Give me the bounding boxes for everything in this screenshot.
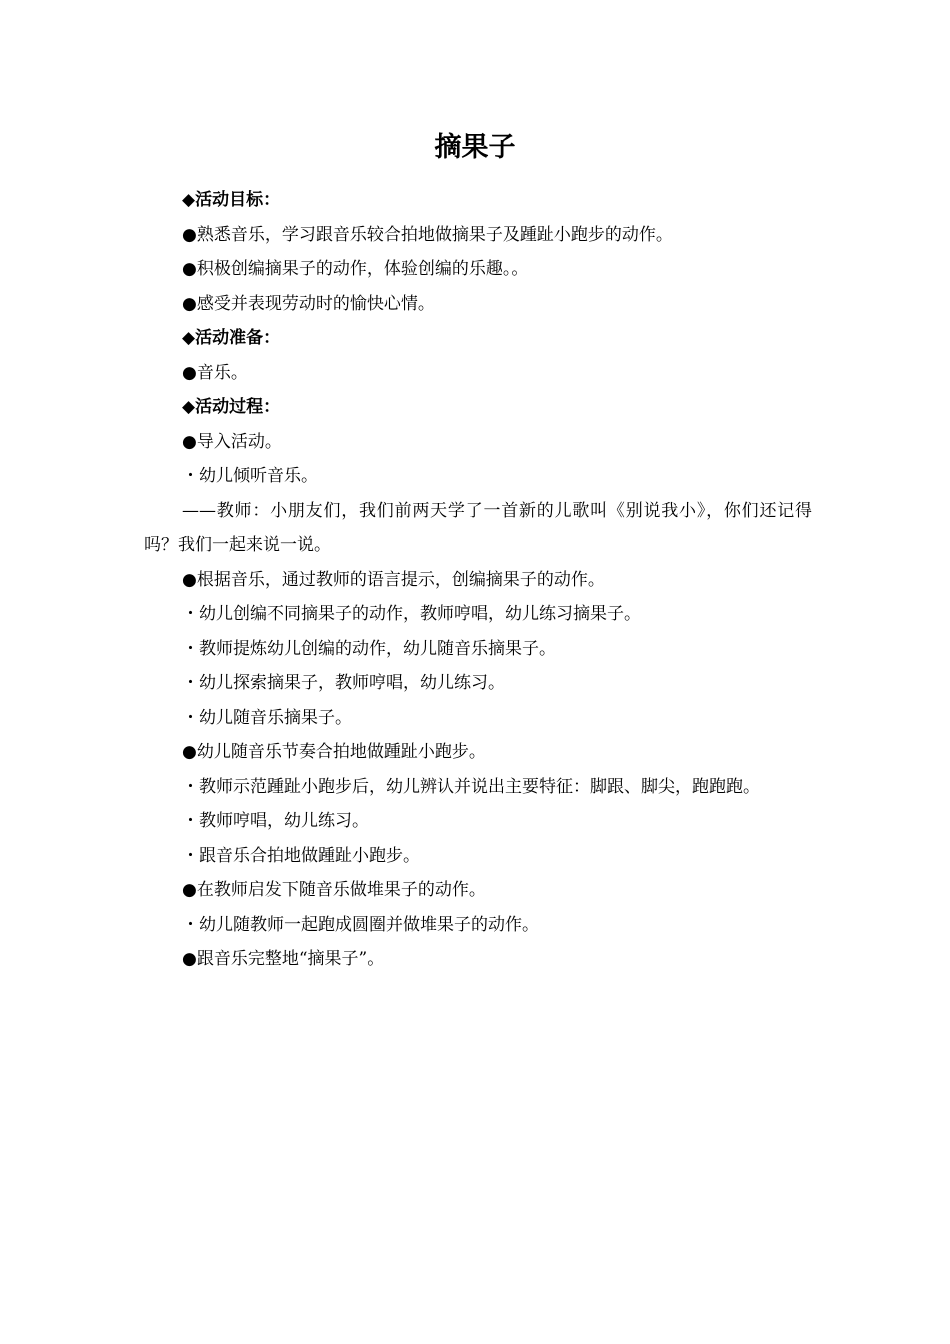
section-heading-goals: ◆活动目标： <box>182 190 281 210</box>
document-title: 摘果子 <box>434 132 516 163</box>
list-item: ・教师哼唱，幼儿练习。 <box>182 811 369 831</box>
list-item: ・幼儿探索摘果子，教师哼唱，幼儿练习。 <box>182 673 505 693</box>
list-item: ●熟悉音乐，学习跟音乐较合拍地做摘果子及踵趾小跑步的动作。 <box>182 224 673 245</box>
list-item: ・幼儿倾听音乐。 <box>182 466 318 486</box>
document-body <box>144 183 812 977</box>
section-heading-process: ◆活动过程： <box>182 397 281 417</box>
list-item: ●感受并表现劳动时的愉快心情。 <box>182 293 435 314</box>
list-item: ・幼儿创编不同摘果子的动作，教师哼唱，幼儿练习摘果子。 <box>182 604 641 624</box>
list-item: ・教师示范踵趾小跑步后，幼儿辨认并说出主要特征：脚跟、脚尖，跑跑跑。 <box>182 776 760 797</box>
section-heading-preparation: ◆活动准备： <box>182 328 281 348</box>
list-item: ●音乐。 <box>182 362 248 383</box>
list-item: ・幼儿随音乐摘果子。 <box>182 707 352 728</box>
list-item: ・跟音乐合拍地做踵趾小跑步。 <box>182 845 420 866</box>
list-item: ●跟音乐完整地“摘果子”。 <box>182 949 385 969</box>
list-item: ●在教师启发下随音乐做堆果子的动作。 <box>182 880 486 900</box>
list-item: ●积极创编摘果子的动作，体验创编的乐趣。。 <box>182 259 529 279</box>
list-item: ●幼儿随音乐节奏合拍地做踵趾小跑步。 <box>182 742 486 762</box>
list-item: ・教师提炼幼儿创编的动作，幼儿随音乐摘果子。 <box>182 638 556 659</box>
teacher-dialogue-paragraph: ——教师：小朋友们，我们前两天学了一首新的儿歌叫《别说我小》，你们还记得吗？我们一起来说一说。 <box>144 500 812 555</box>
list-item: ・幼儿随教师一起跑成圆圈并做堆果子的动作。 <box>182 914 539 935</box>
list-item: ●导入活动。 <box>182 431 282 452</box>
list-item: ●根据音乐，通过教师的语言提示，创编摘果子的动作。 <box>182 569 605 590</box>
